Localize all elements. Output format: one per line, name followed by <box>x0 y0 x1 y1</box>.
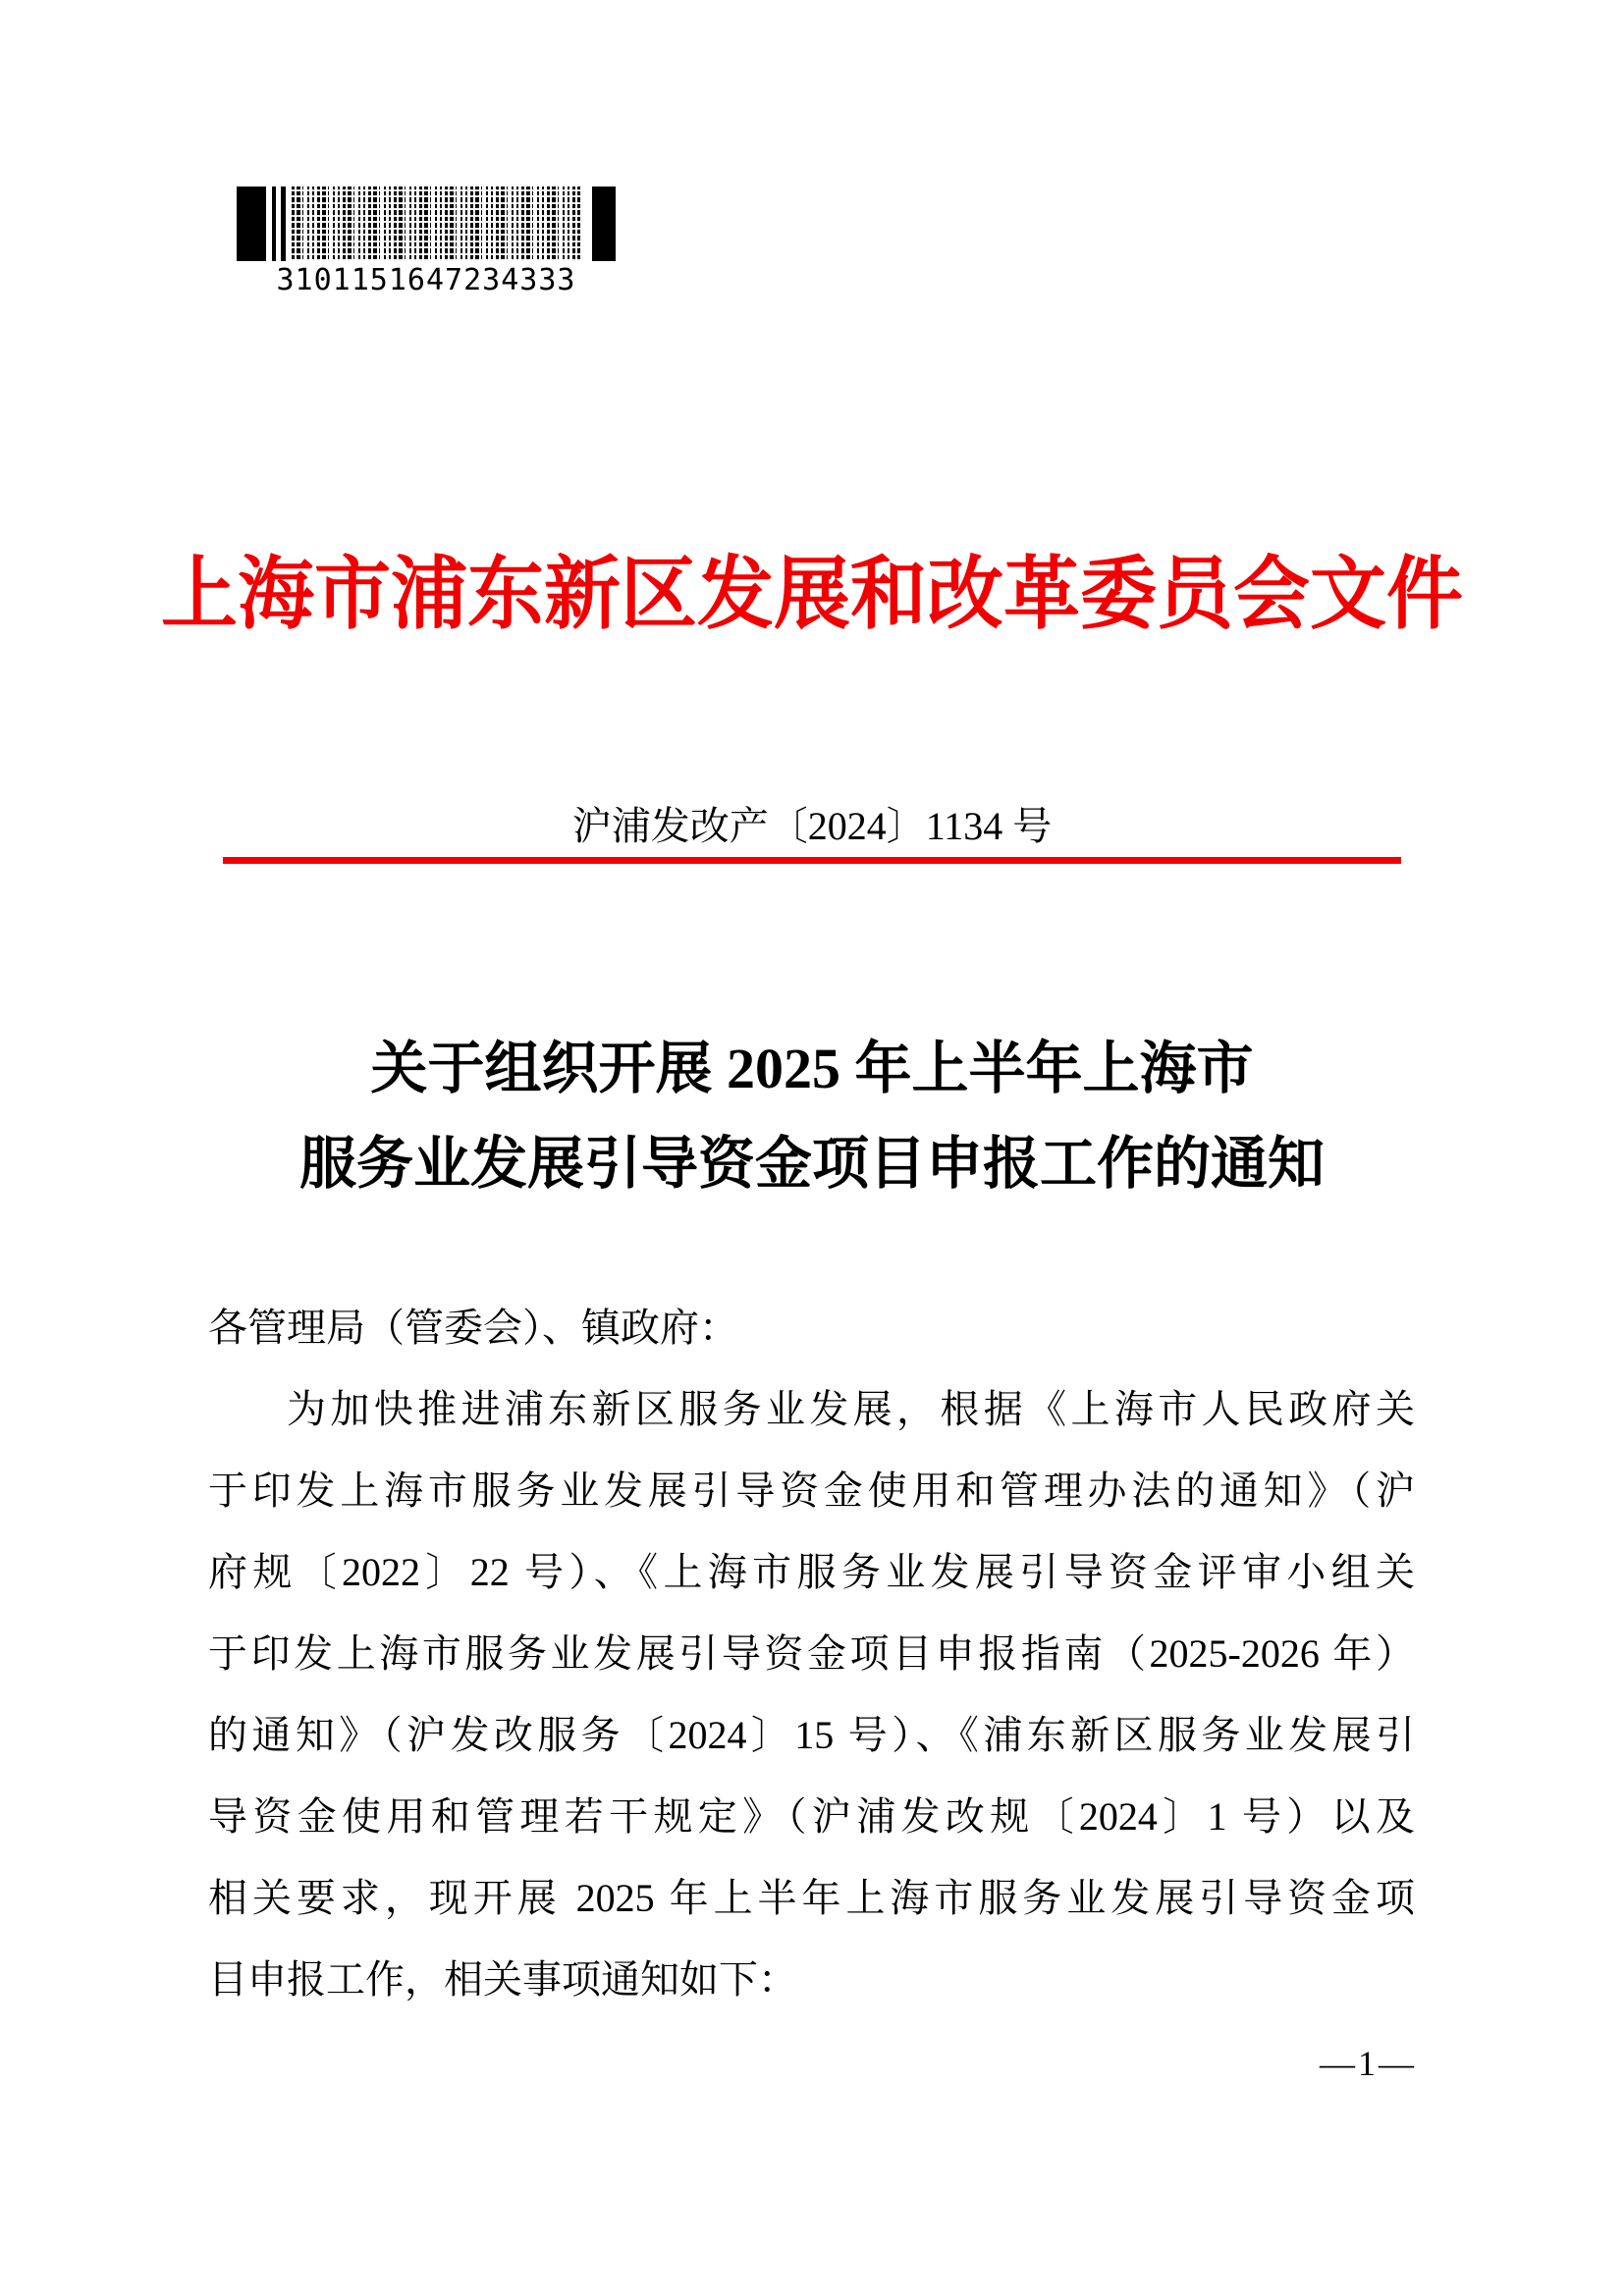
salutation-line: 各管理局（管委会）、镇政府： <box>208 1306 738 1350</box>
body-line: 于印发上海市服务业发展引导资金项目申报指南（2025-2026 年） <box>208 1631 1415 1676</box>
body-line: 于印发上海市服务业发展引导资金使用和管理办法的通知》（沪 <box>208 1468 1415 1513</box>
body-line: 相关要求，现开展 2025 年上半年上海市服务业发展引导资金项 <box>208 1876 1415 1920</box>
document-title <box>0 1021 1624 1211</box>
document-title-line-1: 关于组织开展 2025 年上半年上海市 <box>370 1037 1254 1100</box>
barcode-number: 3101151647234333 <box>276 263 576 297</box>
body-line: 为加快推进浦东新区服务业发展，根据《上海市人民政府关 <box>287 1387 1415 1431</box>
body-text <box>208 1287 1415 2020</box>
body-line: 的通知》（沪发改服务〔2024〕15 号）、《浦东新区服务业发展引 <box>208 1713 1415 1757</box>
barcode-image <box>237 187 616 261</box>
issuer-title: 上海市浦东新区发展和改革委员会文件 <box>160 550 1463 639</box>
body-line: 目申报工作，相关事项通知如下： <box>208 1957 797 2002</box>
document-number: 沪浦发改产〔2024〕1134 号 <box>571 804 1053 848</box>
body-line: 导资金使用和管理若干规定》（沪浦发改规〔2024〕1 号）以及 <box>208 1794 1415 1839</box>
body-line: 府规〔2022〕22 号）、《上海市服务业发展引导资金评审小组关 <box>208 1550 1415 1594</box>
document-title-line-2: 服务业发展引导资金项目申报工作的通知 <box>298 1132 1325 1196</box>
red-divider-line <box>223 857 1401 864</box>
page-number: —1— <box>1320 2044 1417 2083</box>
